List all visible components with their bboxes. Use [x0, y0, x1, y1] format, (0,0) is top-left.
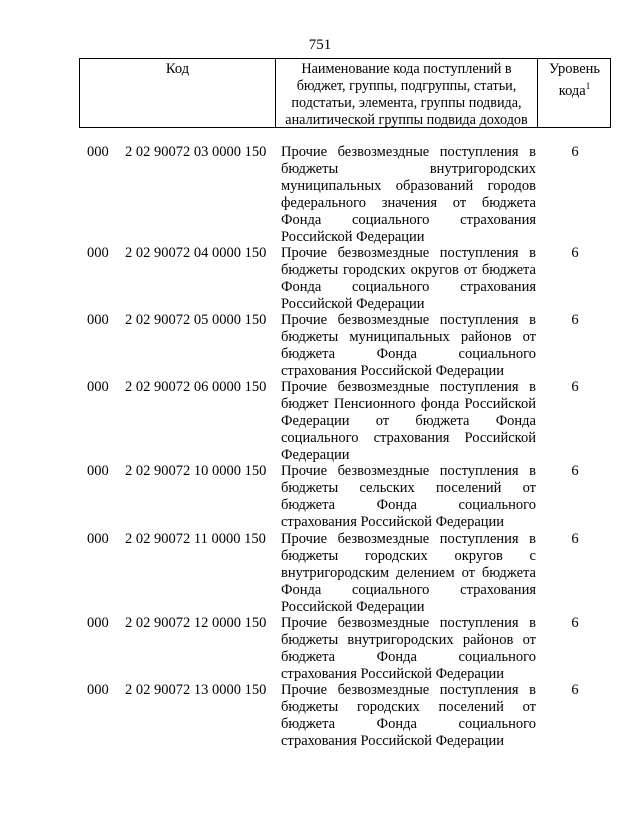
row-level: 6 [571, 144, 579, 160]
row-admin-code: 000 [87, 682, 109, 698]
row-level: 6 [571, 615, 579, 631]
row-admin-code: 000 [87, 144, 109, 160]
row-admin-code: 000 [87, 615, 109, 631]
row-level: 6 [571, 682, 579, 698]
row-description: Прочие безвозмездные поступления в бюджеты муниципальных районов от бюджета Фонда социального страхования Российской Федерации [281, 312, 536, 379]
row-budget-code: 2 02 90072 06 0000 150 [125, 379, 267, 395]
header-level-label: Уровень кода [548, 61, 601, 99]
row-description: Прочие безвозмездные поступления в бюджеты сельских поселений от бюджета Фонда социального страхования Российской Федерации [281, 463, 536, 530]
row-description: Прочие безвозмездные поступления в бюджеты внутригородских муниципальных образований городов федерального значения от бюджета Фонда социального страхования Российской Федерации [281, 144, 536, 245]
table-row [0, 531, 640, 615]
row-admin-code: 000 [87, 531, 109, 547]
table-row [0, 312, 640, 379]
row-description: Прочие безвозмездные поступления в бюджеты городских поселений от бюджета Фонда социального страхования Российской Федерации [281, 682, 536, 749]
header-name [276, 59, 538, 127]
header-level-footnote: 1 [585, 81, 591, 91]
table-row [0, 245, 640, 312]
header-level [538, 59, 611, 127]
table-body [0, 144, 640, 749]
header-name-label: Наименование кода поступлений в бюджет, группы, подгруппы, статьи, подстатьи, элемента, группы подвида, аналитической группы подвида доходов [285, 61, 528, 128]
row-description: Прочие безвозмездные поступления в бюджеты внутригородских районов от бюджета Фонда социального страхования Российской Федерации [281, 615, 536, 682]
page-number: 751 [308, 37, 332, 53]
row-level: 6 [571, 463, 579, 479]
row-description: Прочие безвозмездные поступления в бюджеты городских округов от бюджета Фонда социального страхования Российской Федерации [281, 245, 536, 312]
row-budget-code: 2 02 90072 10 0000 150 [125, 463, 267, 479]
row-level: 6 [571, 379, 579, 395]
row-admin-code: 000 [87, 312, 109, 328]
table-row [0, 144, 640, 245]
row-budget-code: 2 02 90072 12 0000 150 [125, 615, 267, 631]
row-budget-code: 2 02 90072 13 0000 150 [125, 682, 267, 698]
row-admin-code: 000 [87, 245, 109, 261]
row-description: Прочие безвозмездные поступления в бюджет Пенсионного фонда Российской Федерации от бюджета Фонда социального страхования Российской Федерации [281, 379, 536, 463]
header-code [80, 59, 276, 127]
row-budget-code: 2 02 90072 05 0000 150 [125, 312, 267, 328]
row-level: 6 [571, 531, 579, 547]
row-admin-code: 000 [87, 463, 109, 479]
table-row [0, 463, 640, 531]
row-level: 6 [571, 312, 579, 328]
header-code-label: Код [165, 61, 190, 77]
table-header [79, 58, 611, 128]
row-level: 6 [571, 245, 579, 261]
table-row [0, 682, 640, 749]
row-budget-code: 2 02 90072 04 0000 150 [125, 245, 267, 261]
row-budget-code: 2 02 90072 11 0000 150 [125, 531, 266, 547]
row-budget-code: 2 02 90072 03 0000 150 [125, 144, 267, 160]
row-admin-code: 000 [87, 379, 109, 395]
table-row [0, 379, 640, 463]
row-description: Прочие безвозмездные поступления в бюджеты городских округов с внутригородским делением от бюджета Фонда социального страхования Российской Федерации [281, 531, 536, 615]
table-row [0, 615, 640, 682]
